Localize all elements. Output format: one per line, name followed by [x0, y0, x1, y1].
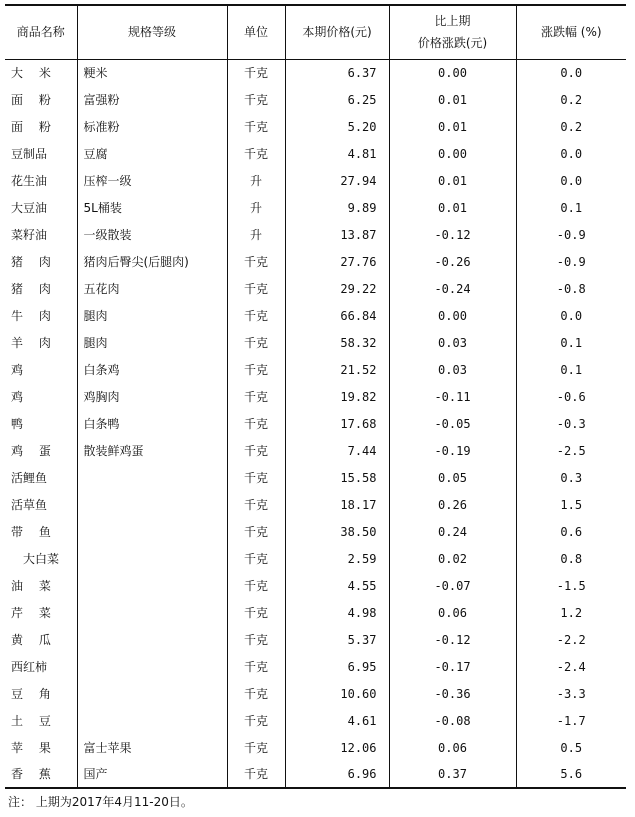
cell-spec: 一级散装	[77, 221, 227, 248]
table-row	[5, 356, 626, 383]
cell-pct: -2.2	[516, 626, 626, 653]
table-row	[5, 761, 626, 788]
cell-unit: 千克	[227, 410, 285, 437]
cell-unit: 千克	[227, 761, 285, 788]
cell-pct: -1.5	[516, 572, 626, 599]
cell-name: 猪 肉	[11, 254, 51, 269]
table-body	[5, 59, 626, 788]
cell-name: 活草鱼	[11, 497, 48, 512]
cell-price: 6.95	[285, 653, 389, 680]
header-change-line2: 价格涨跌(元)	[417, 36, 488, 51]
cell-spec: 腿肉	[77, 329, 227, 356]
cell-spec: 腿肉	[77, 302, 227, 329]
cell-name: 黄 瓜	[11, 632, 51, 647]
table-row	[5, 518, 626, 545]
cell-change: -0.11	[389, 383, 516, 410]
cell-spec	[77, 464, 227, 491]
cell-price: 6.37	[285, 59, 389, 86]
cell-price: 29.22	[285, 275, 389, 302]
cell-pct: 5.6	[516, 761, 626, 788]
cell-spec: 白条鸭	[77, 410, 227, 437]
table-row	[5, 410, 626, 437]
table-row	[5, 248, 626, 275]
table-row	[5, 545, 626, 572]
cell-change: 0.03	[389, 356, 516, 383]
table-header	[5, 5, 626, 59]
cell-unit: 千克	[227, 329, 285, 356]
cell-unit: 千克	[227, 734, 285, 761]
table-row	[5, 599, 626, 626]
cell-pct: -0.6	[516, 383, 626, 410]
cell-price: 4.55	[285, 572, 389, 599]
cell-change: 0.03	[389, 329, 516, 356]
footnote: 注： 上期为2017年4月11-20日。	[8, 795, 193, 809]
cell-name: 面 粉	[11, 119, 51, 134]
cell-price: 5.20	[285, 113, 389, 140]
cell-name: 菜籽油	[11, 227, 48, 242]
cell-unit: 千克	[227, 59, 285, 86]
cell-unit: 千克	[227, 383, 285, 410]
cell-price: 58.32	[285, 329, 389, 356]
header-name: 商品名称	[5, 5, 77, 59]
cell-change: -0.12	[389, 221, 516, 248]
cell-spec	[77, 680, 227, 707]
cell-change: -0.17	[389, 653, 516, 680]
header-unit: 单位	[227, 5, 285, 59]
cell-pct: 0.5	[516, 734, 626, 761]
cell-price: 7.44	[285, 437, 389, 464]
cell-change: 0.24	[389, 518, 516, 545]
cell-name: 大豆油	[11, 200, 48, 215]
table-row	[5, 707, 626, 734]
cell-unit: 升	[227, 194, 285, 221]
cell-change: 0.06	[389, 599, 516, 626]
cell-price: 66.84	[285, 302, 389, 329]
cell-unit: 千克	[227, 275, 285, 302]
cell-change: -0.12	[389, 626, 516, 653]
cell-name: 芹 菜	[11, 605, 51, 620]
cell-change: -0.26	[389, 248, 516, 275]
table-row	[5, 464, 626, 491]
cell-price: 19.82	[285, 383, 389, 410]
cell-spec	[77, 599, 227, 626]
cell-spec	[77, 518, 227, 545]
cell-change: -0.05	[389, 410, 516, 437]
cell-change: 0.05	[389, 464, 516, 491]
cell-name: 香 蕉	[5, 761, 77, 788]
cell-name: 面 粉	[11, 92, 51, 107]
cell-name: 油 菜	[11, 578, 51, 593]
cell-price: 13.87	[285, 221, 389, 248]
cell-unit: 升	[227, 221, 285, 248]
cell-unit: 千克	[227, 707, 285, 734]
cell-unit: 千克	[227, 86, 285, 113]
cell-pct: 0.1	[516, 356, 626, 383]
cell-spec: 富士苹果	[77, 734, 227, 761]
table-row	[5, 140, 626, 167]
cell-change: 0.00	[389, 140, 516, 167]
cell-unit: 千克	[227, 248, 285, 275]
cell-pct: 0.1	[516, 194, 626, 221]
price-table	[5, 4, 626, 789]
cell-spec: 白条鸡	[77, 356, 227, 383]
cell-change: -0.08	[389, 707, 516, 734]
cell-unit: 千克	[227, 545, 285, 572]
cell-spec: 5L桶装	[77, 194, 227, 221]
cell-pct: 0.2	[516, 113, 626, 140]
cell-unit: 千克	[227, 356, 285, 383]
cell-price: 4.81	[285, 140, 389, 167]
cell-unit: 升	[227, 167, 285, 194]
header-spec: 规格等级	[77, 5, 227, 59]
cell-change: -0.24	[389, 275, 516, 302]
cell-name: 花生油	[11, 173, 48, 188]
table-row	[5, 59, 626, 86]
cell-pct: 1.5	[516, 491, 626, 518]
cell-price: 38.50	[285, 518, 389, 545]
cell-price: 5.37	[285, 626, 389, 653]
cell-name: 鸡	[11, 362, 24, 377]
cell-price: 2.59	[285, 545, 389, 572]
cell-name: 苹 果	[11, 740, 51, 755]
cell-name: 豆制品	[11, 146, 48, 161]
cell-change: 0.26	[389, 491, 516, 518]
table-row	[5, 734, 626, 761]
cell-pct: -0.3	[516, 410, 626, 437]
cell-name: 西红柿	[11, 659, 48, 674]
cell-pct: 1.2	[516, 599, 626, 626]
cell-name: 带 鱼	[11, 524, 51, 539]
cell-price: 4.61	[285, 707, 389, 734]
cell-pct: -2.4	[516, 653, 626, 680]
cell-spec: 鸡胸肉	[77, 383, 227, 410]
cell-unit: 千克	[227, 491, 285, 518]
table-row	[5, 329, 626, 356]
cell-price: 10.60	[285, 680, 389, 707]
cell-pct: -0.9	[516, 248, 626, 275]
header-change	[389, 5, 516, 59]
cell-name: 活鲤鱼	[11, 470, 48, 485]
table-row	[5, 383, 626, 410]
cell-change: 0.01	[389, 86, 516, 113]
cell-price: 9.89	[285, 194, 389, 221]
cell-unit: 千克	[227, 464, 285, 491]
table-row	[5, 491, 626, 518]
cell-unit: 千克	[227, 626, 285, 653]
cell-spec	[77, 545, 227, 572]
cell-name: 鸭	[11, 416, 24, 431]
cell-spec	[77, 707, 227, 734]
cell-unit: 千克	[227, 140, 285, 167]
table-row	[5, 113, 626, 140]
table-row	[5, 302, 626, 329]
cell-spec	[77, 653, 227, 680]
cell-unit: 千克	[227, 572, 285, 599]
cell-spec: 豆腐	[77, 140, 227, 167]
cell-spec	[77, 572, 227, 599]
cell-pct: 0.0	[516, 59, 626, 86]
header-pct: 涨跌幅 (%)	[516, 5, 626, 59]
cell-change: 0.00	[389, 302, 516, 329]
cell-spec: 国产	[77, 761, 227, 788]
cell-pct: 0.0	[516, 302, 626, 329]
table-row	[5, 437, 626, 464]
cell-spec: 粳米	[77, 59, 227, 86]
cell-pct: -1.7	[516, 707, 626, 734]
cell-price: 6.25	[285, 86, 389, 113]
header-change-line1: 比上期	[434, 14, 471, 29]
cell-change: 0.01	[389, 167, 516, 194]
cell-pct: 0.0	[516, 167, 626, 194]
cell-unit: 千克	[227, 653, 285, 680]
table-row	[5, 572, 626, 599]
cell-spec	[77, 626, 227, 653]
cell-unit: 千克	[227, 437, 285, 464]
cell-name: 土 豆	[11, 713, 51, 728]
cell-name: 牛 肉	[11, 308, 51, 323]
cell-pct: 0.0	[516, 140, 626, 167]
cell-spec: 富强粉	[77, 86, 227, 113]
table-row	[5, 194, 626, 221]
cell-pct: 0.6	[516, 518, 626, 545]
cell-pct: -3.3	[516, 680, 626, 707]
cell-pct: 0.8	[516, 545, 626, 572]
cell-name: 猪 肉	[11, 281, 51, 296]
cell-price: 27.76	[285, 248, 389, 275]
cell-price: 4.98	[285, 599, 389, 626]
cell-price: 21.52	[285, 356, 389, 383]
cell-unit: 千克	[227, 113, 285, 140]
cell-change: 0.02	[389, 545, 516, 572]
cell-price: 15.58	[285, 464, 389, 491]
table-row	[5, 653, 626, 680]
cell-change: 0.37	[389, 761, 516, 788]
cell-unit: 千克	[227, 599, 285, 626]
cell-spec: 标准粉	[77, 113, 227, 140]
cell-change: -0.07	[389, 572, 516, 599]
cell-spec: 散装鲜鸡蛋	[77, 437, 227, 464]
cell-unit: 千克	[227, 680, 285, 707]
cell-pct: 0.2	[516, 86, 626, 113]
table-row	[5, 167, 626, 194]
cell-name: 大 米	[11, 65, 51, 80]
cell-price: 6.96	[285, 761, 389, 788]
cell-name: 大白菜	[11, 551, 60, 566]
cell-spec	[77, 491, 227, 518]
cell-change: 0.01	[389, 113, 516, 140]
table-row	[5, 86, 626, 113]
cell-price: 18.17	[285, 491, 389, 518]
cell-change: 0.01	[389, 194, 516, 221]
cell-name: 豆 角	[11, 686, 51, 701]
cell-pct: 0.1	[516, 329, 626, 356]
cell-unit: 千克	[227, 302, 285, 329]
cell-price: 27.94	[285, 167, 389, 194]
cell-unit: 千克	[227, 518, 285, 545]
cell-name: 羊 肉	[11, 335, 51, 350]
cell-pct: -2.5	[516, 437, 626, 464]
cell-change: -0.36	[389, 680, 516, 707]
cell-price: 12.06	[285, 734, 389, 761]
table-row	[5, 680, 626, 707]
cell-spec: 五花肉	[77, 275, 227, 302]
cell-name: 鸡 蛋	[11, 443, 51, 458]
cell-spec: 猪肉后臀尖(后腿肉)	[77, 248, 227, 275]
cell-pct: 0.3	[516, 464, 626, 491]
cell-price: 17.68	[285, 410, 389, 437]
table-row	[5, 626, 626, 653]
table-row	[5, 221, 626, 248]
cell-change: 0.00	[389, 59, 516, 86]
cell-change: -0.19	[389, 437, 516, 464]
cell-change: 0.06	[389, 734, 516, 761]
cell-pct: -0.9	[516, 221, 626, 248]
cell-pct: -0.8	[516, 275, 626, 302]
cell-spec: 压榨一级	[77, 167, 227, 194]
table-row	[5, 275, 626, 302]
header-price: 本期价格(元)	[285, 5, 389, 59]
cell-name: 鸡	[11, 389, 24, 404]
